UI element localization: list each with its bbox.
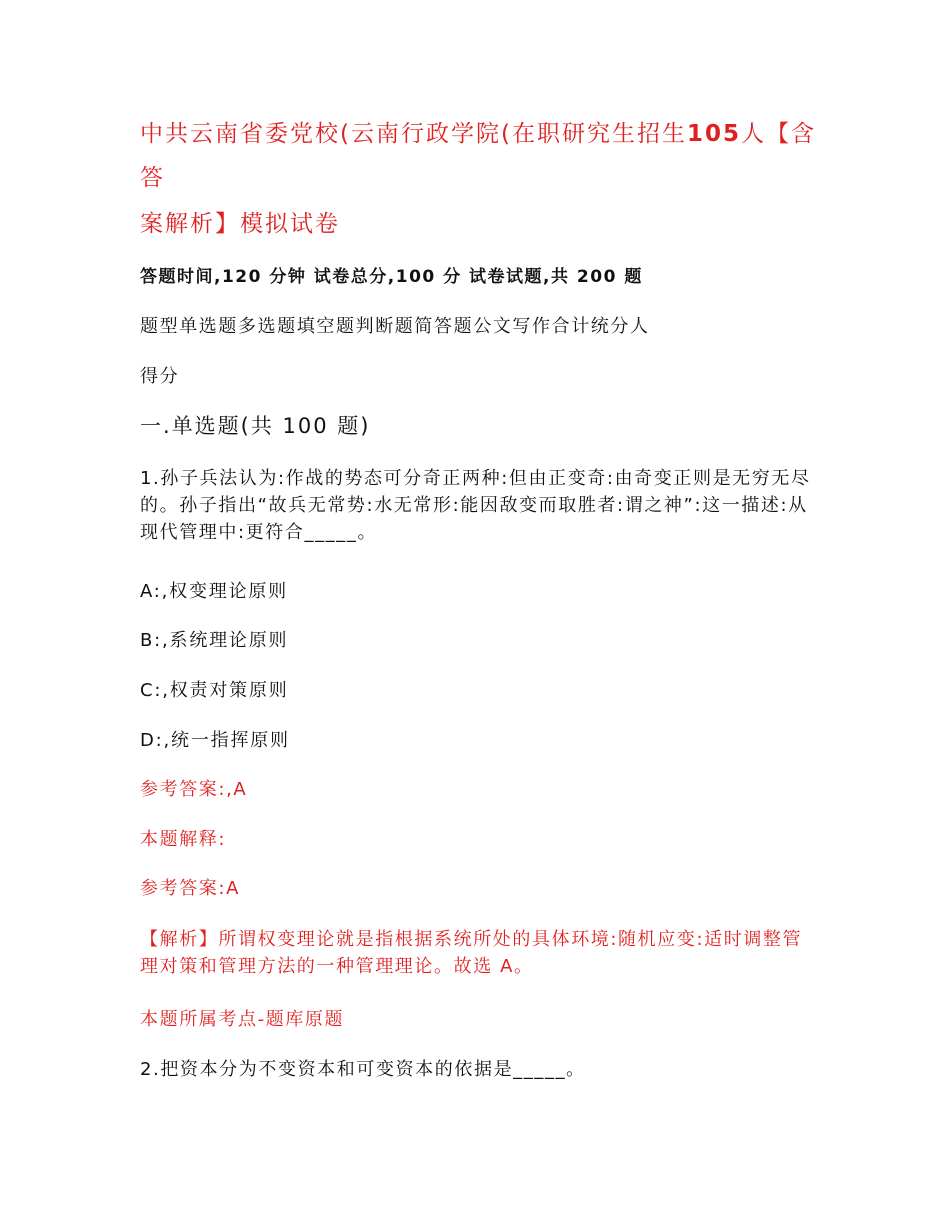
question-1-source: 本题所属考点-题库原题 [140,1009,345,1030]
section-title: 一.单选题(共 100 题) [140,414,371,438]
question-2-stem: 2.把资本分为不变资本和可变资本的依据是_____。 [140,1059,586,1080]
document-title-line2: 案解析】模拟试卷 [140,211,340,237]
question-1-answer: 参考答案:,A [140,779,248,800]
score-table-header: 题型单选题多选题填空题判断题简答题公文写作合计统分人 [140,316,650,337]
question-1-option-c: C:,权责对策原则 [140,680,289,701]
question-1-analysis: 【解析】所谓权变理论就是指根据系统所处的具体环境:随机应变:适时调整管理对策和管理方法的一种管理理论。故选 A。 [140,929,803,977]
exam-meta: 答题时间,120 分钟 试卷总分,100 分 试卷试题,共 200 题 [140,267,643,287]
title-line1-post: 人【含答 [140,121,816,191]
question-1-explanation-label: 本题解释: [140,829,227,850]
score-label: 得分 [140,366,180,387]
question-1-answer-2: 参考答案:A [140,878,240,899]
question-1-option-d: D:,统一指挥原则 [140,730,290,751]
question-1-option-b: B:,系统理论原则 [140,630,289,651]
question-1-option-a: A:,权变理论原则 [140,581,288,602]
question-1-stem: 1.孙子兵法认为:作战的势态可分奇正两种:但由正变奇:由奇变正则是无穷无尽的。孙子指出“故兵无常势:水无常形:能因敌变而取胜者:谓之神”:这一描述:从现代管理中:更符合_____。 [140,468,811,543]
title-line1-number: 105 [686,121,741,147]
document-title [140,112,830,200]
title-line1-pre: 中共云南省委党校(云南行政学院(在职研究生招生 [140,121,687,147]
